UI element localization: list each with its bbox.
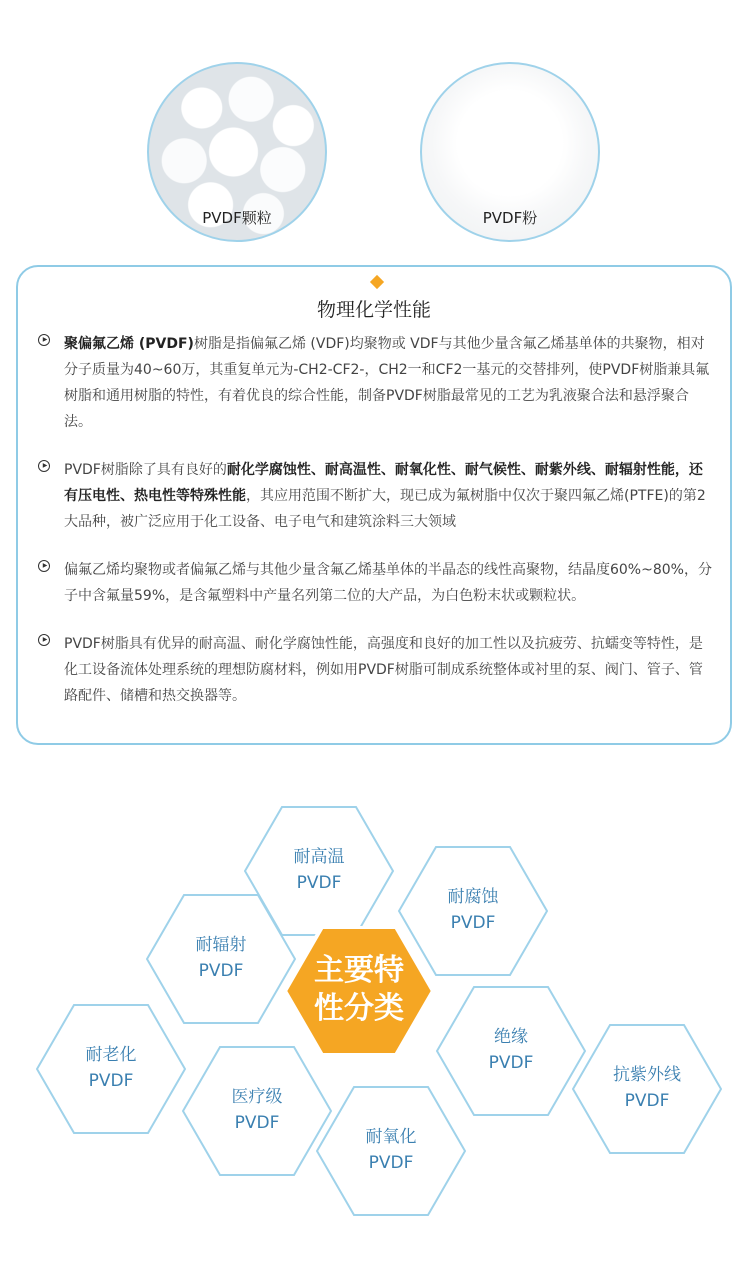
hex-label-line2: PVDF [488, 1053, 534, 1073]
powder-label: PVDF粉 [482, 209, 538, 227]
hex-label-line2: PVDF [234, 1113, 280, 1133]
pvdf-granule-image [147, 62, 327, 242]
para1-body: 树脂是指偏氟乙烯 (VDF)均聚物或 VDF与其他少量含氟乙烯基单体的共聚物，相对分子质量为40~60万，其重复单元为-CH2-CF2-，CH2一和CF2一基元的交替排列，使PVDF树脂兼具氟树脂和通用树脂的特性，有着优良的综合性能，制备PVDF树脂最常见的工艺为乳液聚合法和悬浮聚合法。 [64, 336, 710, 430]
para2-pre: PVDF树脂除了具有良好的 [64, 462, 227, 478]
hex-label-line1: 主要特 [314, 953, 404, 988]
bullet-icon [38, 334, 50, 346]
para1-lead: 聚偏氟乙烯 (PVDF) [64, 336, 194, 352]
panel-title: 物理化学性能 [316, 299, 431, 321]
hex-label-line1: 抗紫外线 [613, 1065, 681, 1085]
hex-label-line1: 医疗级 [231, 1087, 283, 1107]
hex-uv-resistant [572, 1024, 722, 1154]
bullet-icon [38, 460, 50, 472]
hex-label-line2: PVDF [296, 873, 342, 893]
hex-label-line1: 耐高温 [293, 847, 345, 867]
para2-body: ，其应用范围不断扩大，现已成为氟树脂中仅次于聚四氟乙烯(PTFE)的第2大品种，被广泛应用于化工设备、电子电气和建筑涂料三大领域 [64, 488, 706, 530]
hex-label-line1: 耐氧化 [365, 1127, 417, 1147]
hex-label-line1: 耐腐蚀 [447, 887, 499, 907]
paragraph-1 [38, 331, 714, 435]
para2-bold: 耐化学腐蚀性、耐高温性、耐氧化性、耐气候性、耐紫外线、耐辐射性能，还有压电性、热电性等特殊性能 [64, 462, 703, 504]
hex-label-line2: PVDF [450, 913, 496, 933]
pvdf-powder-image [420, 62, 600, 242]
para3-body: 偏氟乙烯均聚物或者偏氟乙烯与其他少量含氟乙烯基单体的半晶态的线性高聚物，结晶度60%~80%，分子中含氟量59%，是含氟塑料中产量名列第二位的大产品，为白色粉末状或颗粒状。 [64, 562, 712, 604]
properties-panel [16, 265, 732, 745]
diamond-icon [370, 275, 384, 289]
para4-body: PVDF树脂具有优异的耐高温、耐化学腐蚀性能，高强度和良好的加工性以及抗疲劳、抗蠕变等特性，是化工设备流体处理系统的理想防腐材料，例如用PVDF树脂可制成系统整体或衬里的泵、阀门、管子、管路配件、储槽和热交换器等。 [64, 636, 703, 704]
hex-label-line2: PVDF [88, 1071, 134, 1091]
hex-anti-aging [36, 1004, 186, 1134]
bullet-icon [38, 560, 50, 572]
paragraph-3 [38, 557, 714, 609]
hex-label-line2: PVDF [368, 1153, 414, 1173]
hex-label-line1: 绝缘 [494, 1027, 528, 1047]
granule-label: PVDF颗粒 [202, 209, 272, 227]
hex-medical-grade [182, 1046, 332, 1176]
hex-label-line2: PVDF [624, 1091, 670, 1111]
paragraph-2 [38, 457, 714, 535]
hex-oxidation-resistant [316, 1086, 466, 1216]
hex-main-categories [284, 926, 434, 1056]
hex-label-line2: PVDF [198, 961, 244, 981]
hex-label-line1: 耐辐射 [195, 935, 247, 955]
hex-label-line2: 性分类 [314, 991, 404, 1026]
hex-label-line1: 耐老化 [85, 1045, 137, 1065]
bullet-icon [38, 634, 50, 646]
paragraph-4 [38, 631, 714, 709]
